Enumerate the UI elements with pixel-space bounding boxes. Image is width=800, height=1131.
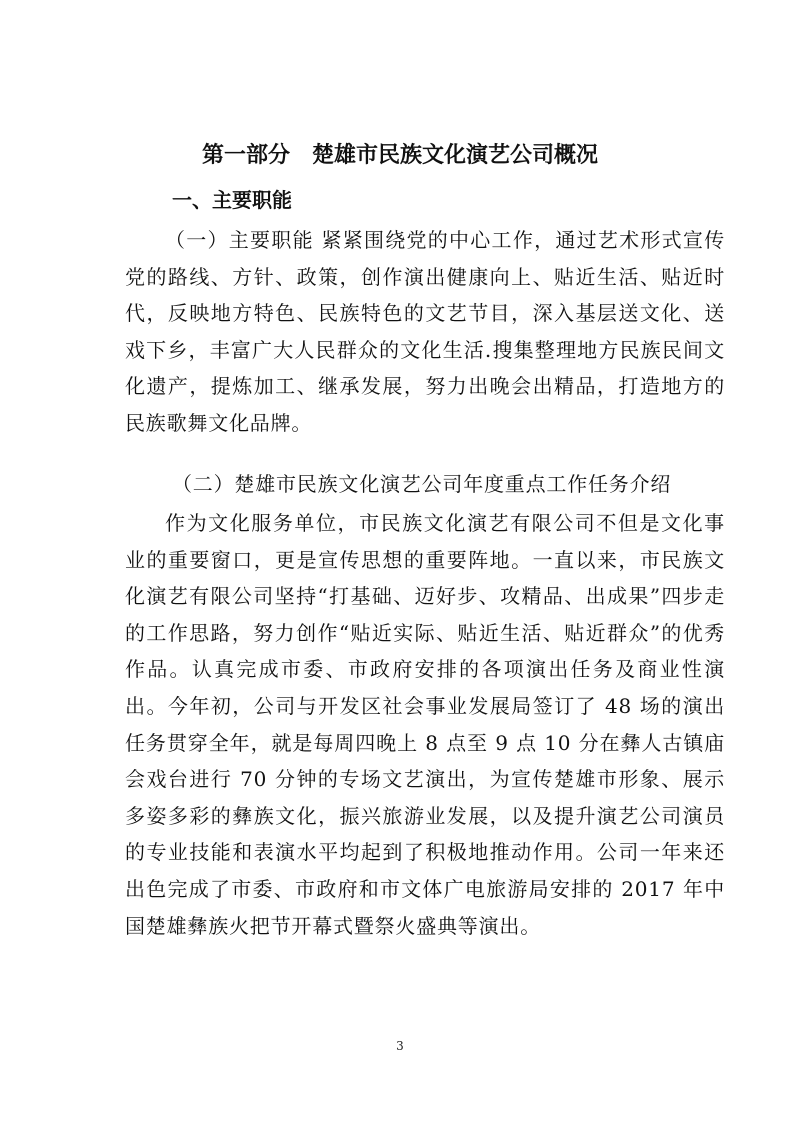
- section-heading: 一、主要职能: [172, 188, 292, 212]
- page-title: 第一部分 楚雄市民族文化演艺公司概况: [201, 143, 598, 168]
- paragraph-key-tasks: 作为文化服务单位，市民族文化演艺有限公司不但是文化事业的重要窗口，更是宣传思想的重要阵地。一直以来，市民族文化演艺有限公司坚持“打基础、迈好步、攻精品、出成果”四步走的工作思路，努力创作“贴近实际、贴近生活、贴近群众”的优秀作品。认真完成市委、市政府安排的各项演出任务及商业性演出。今年初，公司与开发区社会事业发展局签订了 48 场的演出任务贯穿全年，就是每周四晚上 8 点至 9 点 10 分在彝人古镇庙会戏台进行 70 分钟的专场文艺演出，为宣传楚雄市形象、展示多姿多彩的彝族文化，振兴旅游业发展，以及提升演艺公司演员的专业技能和表演水平均起到了积极地推动作用。公司一年来还出色完成了市委、市政府和市文体广电旅游局安排的 2017 年中国楚雄彝族火把节开幕式暨祭火盛典等演出。: [125, 511, 725, 938]
- page-number: 3: [396, 1039, 404, 1053]
- paragraph-main-functions: （一）主要职能 紧紧围绕党的中心工作，通过艺术形式宣传党的路线、方针、政策，创作演出健康向上、贴近生活、贴近时代，反映地方特色、民族特色的文艺节目，深入基层送文化、送戏下乡，丰富广大人民群众的文化生活.搜集整理地方民族民间文化遗产，提炼加工、继承发展，努力出晚会出精品，打造地方的民族歌舞文化品牌。: [125, 228, 725, 435]
- subheading-key-tasks: （二）楚雄市民族文化演艺公司年度重点工作任务介绍: [172, 472, 672, 496]
